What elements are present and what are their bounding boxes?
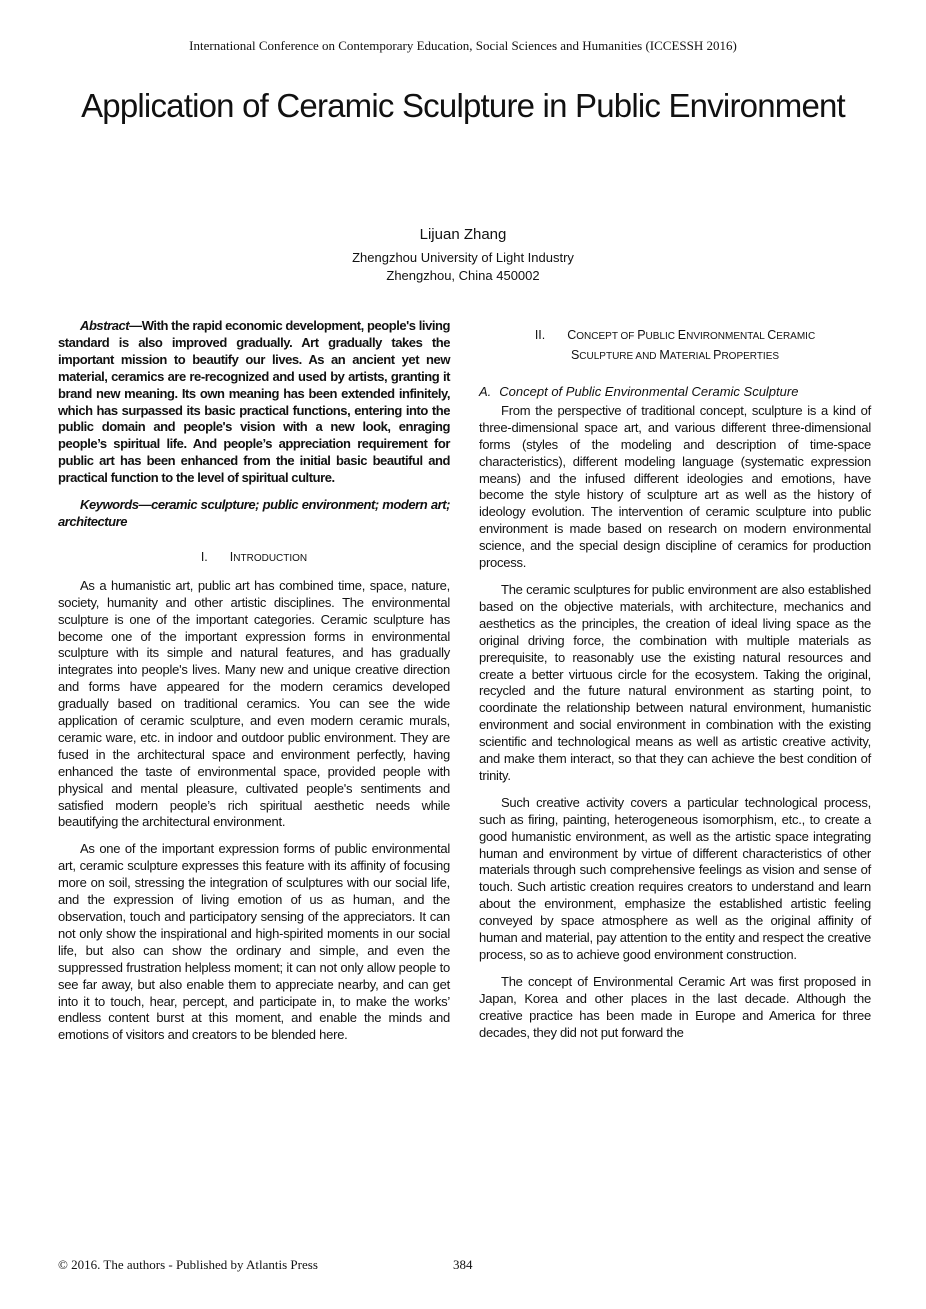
abstract (58, 318, 450, 487)
section-heading-line-1 (479, 326, 871, 346)
conference-header: International Conference on Contemporary Education, Social Sciences and Humanities (ICCESSH 2016) (189, 38, 737, 53)
heading-cap: S (570, 348, 580, 362)
concept-paragraph-2: The ceramic sculptures for public environment are also established based on the objective materials, with architecture, mechanics and aesthetics as the principles, the creation of ideal living space as the original driving force, the combination with multiple materials as prerequisite, to reasonably use the existing natural resources and create a better virtuous circle for the ecosystem. Taking the original, recycled and the future natural environment as starting point, to coordinate the relationship between natural environment, humanistic environment and social environment in combination with the existing scientific and technological means as well as artistic creative activity, and make them interact, so that they can achieve the best condition of trinity. (479, 581, 871, 783)
section-title-rest: NTRODUCTION (233, 552, 308, 564)
section-number: II. (534, 328, 546, 342)
heading-small-caps: ROPERTIES (721, 351, 780, 362)
affiliation-institution: Zhengzhou University of Light Industry (352, 250, 574, 265)
section-heading-concept (479, 326, 871, 366)
heading-small-caps: NVIRONMENTAL (686, 331, 768, 342)
section-number: I. (200, 549, 208, 564)
keywords-text: ceramic sculpture; public environment; modern art; architecture (58, 497, 450, 529)
paper-title: Application of Ceramic Sculpture in Public Environment (81, 87, 845, 124)
heading-small-caps: UBLIC (645, 331, 678, 342)
heading-small-caps: ATERIAL (669, 351, 714, 362)
abstract-text: With the rapid economic development, people's living standard is also improved gradually. Art gradually takes the important mission to beautify our lives. As an ancient yet new material, ceramics are re-recognized and used by artists, granting it brand new meaning. Its own meaning has been extended infinitely, which has surpassed its basic practical functions, entering into the public domain and people's vision with a new look, enraging people’s spiritual life. And people’s appreciation requirement for public art has been enhanced from the initial basic beautiful and practical function to the level of spiritual culture. (58, 318, 450, 486)
section-heading-line-2 (479, 346, 871, 366)
heading-small-caps: CULPTURE AND (579, 351, 660, 362)
concept-paragraph-3: Such creative activity covers a particular technological process, such as firing, painting, heterogeneous isomorphism, etc., to create a good humanistic environment, as well as the artistic space integrating human and environment by virtue of different characteristics of other materials through such comprehensive feelings as vision and sense of touch. Such artistic creation requires creators to understand and learn about the environment, emphasize the established artistic feeling conveyed by space atmosphere as well as the original affinity of human and material, pay attention to the entity and respect the creative process, so as to achieve good environment construction. (479, 794, 871, 962)
heading-cap: M (659, 348, 670, 362)
concept-paragraph-4: The concept of Environmental Ceramic Art was first proposed in Japan, Korea and other places in the last decade. Although the creative practice has been made in Europe and America for three decades, they did not put forward the (479, 973, 871, 1040)
right-column (479, 318, 871, 1042)
left-column (58, 318, 450, 1044)
keywords (58, 497, 450, 531)
heading-cap: P (713, 348, 722, 362)
intro-paragraph-1: As a humanistic art, public art has combined time, space, nature, society, humanity and other artistic disciplines. The environmental sculpture is one of the important categories. Ceramic sculpture has become one of the important expression forms in environmental sculpture with its simple and natural features, and has gradually integrates into people's lives. Many new and unique creative direction and forms have appeared for the modern ceramics developed gradually based on traditional ceramics. You can see the wide application of ceramic sculpture, and even modern ceramic murals, ceramic ware, etc. in indoor and outdoor public environment. They are fused in the architectural space and environment perfectly, having enhanced the taste of environmental space, provided people with physical and mental pleasure, cultivated people's sentiments and satisfied modern people’s rich spiritual aesthetic needs while beautifying the architectural environment. (58, 577, 450, 830)
abstract-dash: — (129, 318, 142, 333)
keywords-label: Keywords (80, 497, 139, 513)
section-heading-introduction (58, 549, 450, 568)
abstract-label: Abstract (80, 318, 130, 333)
section-title-initial: I (229, 549, 234, 564)
heading-cap: P (637, 328, 646, 342)
heading-cap: E (677, 328, 687, 342)
subsection-heading (479, 384, 871, 401)
intro-paragraph-2: As one of the important expression forms of public environmental art, ceramic sculpture expresses this feature with its affinity of focusing more on soil, stressing the integration of sculptures with our social life, and the expression of living emotion of us as human, and the observation, touch and participatory sensing of the appreciators. It can not only show the inspirational and high-spirited moments in our social life, but also can show the ordinary and simple, and even the suppressed frustration helpless moment; it can not only allow people to see far away, but also enable them to appreciate nearby, and can get into it to touch, hear, percept, and participate in, to make the works’ endless content burst at this moment, and enable the minds and emotions of visitors and creators to be blended here. (58, 841, 450, 1043)
heading-small-caps: ERAMIC (776, 331, 816, 342)
heading-small-caps: ONCEPT OF (576, 331, 638, 342)
author-name: Lijuan Zhang (419, 226, 507, 243)
copyright-footer: © 2016. The authors - Published by Atlantis Press (58, 1257, 318, 1272)
subsection-number: A. (479, 384, 492, 399)
page-number: 384 (453, 1257, 473, 1272)
affiliation-address: Zhengzhou, China 450002 (386, 268, 540, 283)
author-affiliation (0, 249, 926, 285)
concept-paragraph-1: From the perspective of traditional concept, sculpture is a kind of three-dimensional space art, and various different three-dimensional forms (styles of the modeling and description of time-space characteristics), different modeling language (systematic expression means) and the infused different ideologies and emotions, have become the style history of sculpture art as well as the history of ideology evolution. The intervention of ceramic sculpture into public environment is made based on research on modern environmental science, and the special design discipline of ceramics for production process. (479, 402, 871, 571)
subsection-title: Concept of Public Environmental Ceramic Sculpture (499, 384, 799, 399)
heading-cap: C (767, 328, 777, 342)
keywords-dash: — (138, 497, 152, 513)
heading-cap: C (567, 328, 577, 342)
